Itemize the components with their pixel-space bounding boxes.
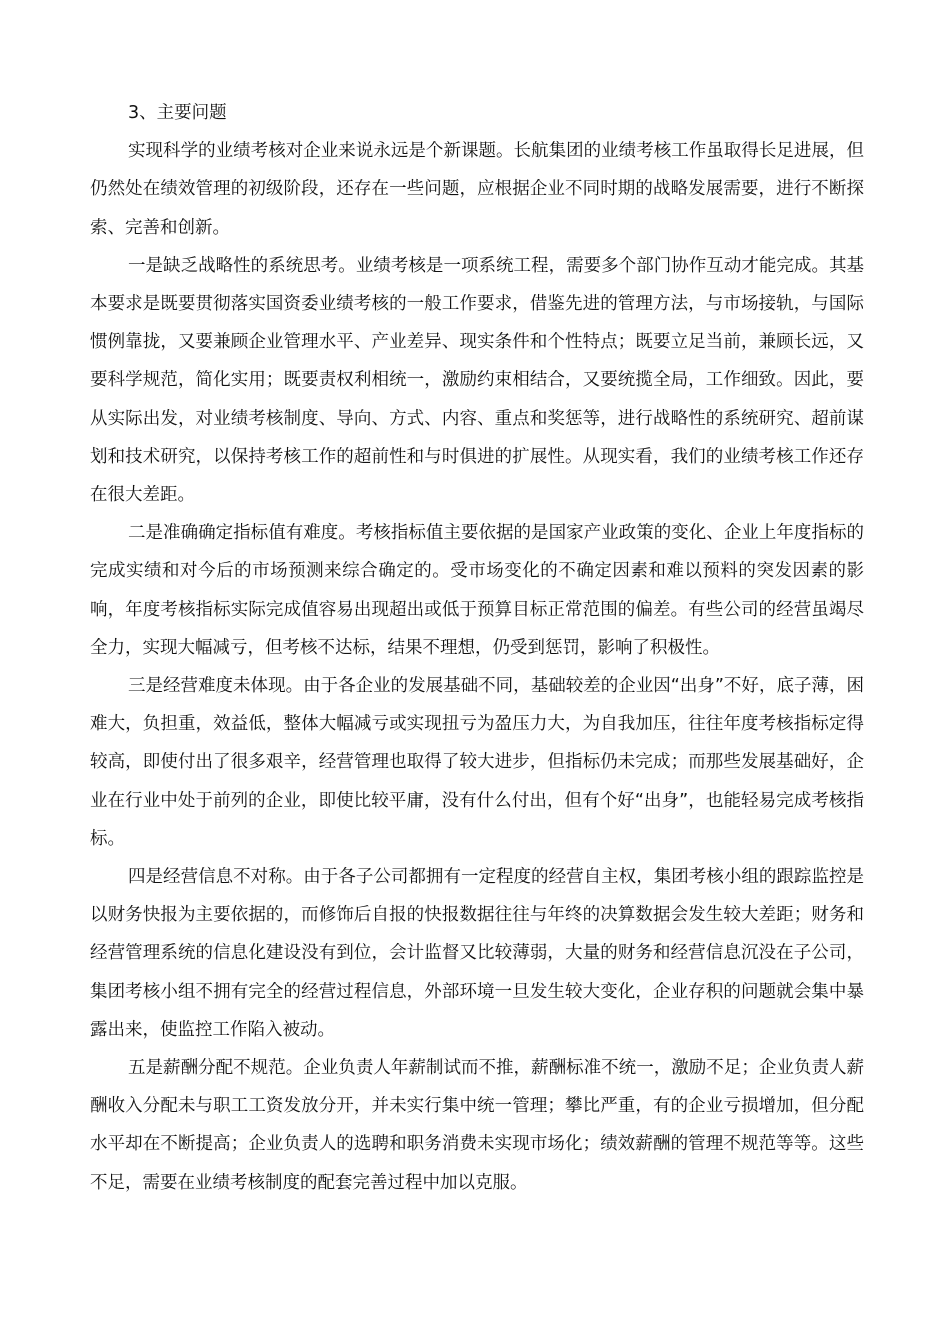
section-heading: 3、主要问题	[128, 103, 227, 123]
paragraph-problem-5: 五是薪酬分配不规范。企业负责人年薪制试而不推，薪酬标准不统一，激励不足；企业负责人薪酬收入分配未与职工工资发放分开，并未实行集中统一管理；攀比严重，有的企业亏损增加，但分配水平却在不断提高；企业负责人的选聘和职务消费未实现市场化；绩效薪酬的管理不规范等等。这些不足，需要在业绩考核制度的配套完善过程中加以克服。	[90, 1058, 864, 1193]
paragraph-problem-3: 三是经营难度未体现。由于各企业的发展基础不同，基础较差的企业因“出身”不好，底子薄，困难大，负担重，效益低，整体大幅减亏或实现扭亏为盈压力大，为自我加压，往往年度考核指标定得较高，即使付出了很多艰辛，经营管理也取得了较大进步，但指标仍未完成；而那些发展基础好，企业在行业中处于前列的企业，即使比较平庸，没有什么付出，但有个好“出身”，也能轻易完成考核指标。	[90, 676, 864, 849]
paragraph-intro: 实现科学的业绩考核对企业来说永远是个新课题。长航集团的业绩考核工作虽取得长足进展，但仍然处在绩效管理的初级阶段，还存在一些问题，应根据企业不同时期的战略发展需要，进行不断探索、完善和创新。	[90, 141, 864, 238]
paragraph-problem-4: 四是经营信息不对称。由于各子公司都拥有一定程度的经营自主权，集团考核小组的跟踪监控是以财务快报为主要依据的，而修饰后自报的快报数据往往与年终的决算数据会发生较大差距；财务和经营管理系统的信息化建设没有到位，会计监督又比较薄弱，大量的财务和经营信息沉没在子公司，集团考核小组不拥有完全的经营过程信息，外部环境一旦发生较大变化，企业存积的问题就会集中暴露出来，使监控工作陷入被动。	[90, 867, 864, 1040]
document-page	[90, 94, 864, 1202]
paragraph-problem-1: 一是缺乏战略性的系统思考。业绩考核是一项系统工程，需要多个部门协作互动才能完成。其基本要求是既要贯彻落实国资委业绩考核的一般工作要求，借鉴先进的管理方法，与市场接轨，与国际惯例靠拢，又要兼顾企业管理水平、产业差异、现实条件和个性特点；既要立足当前，兼顾长远，又要科学规范，简化实用；既要责权利相统一，激励约束相结合，又要统揽全局，工作细致。因此，要从实际出发，对业绩考核制度、导向、方式、内容、重点和奖惩等，进行战略性的系统研究、超前谋划和技术研究，以保持考核工作的超前性和与时俱进的扩展性。从现实看，我们的业绩考核工作还存在很大差距。	[90, 255, 864, 506]
paragraph-problem-2: 二是准确确定指标值有难度。考核指标值主要依据的是国家产业政策的变化、企业上年度指标的完成实绩和对今后的市场预测来综合确定的。受市场变化的不确定因素和难以预料的突发因素的影响，年度考核指标实际完成值容易出现超出或低于预算目标正常范围的偏差。有些公司的经营虽竭尽全力，实现大幅减亏，但考核不达标，结果不理想，仍受到惩罚，影响了积极性。	[90, 523, 864, 658]
